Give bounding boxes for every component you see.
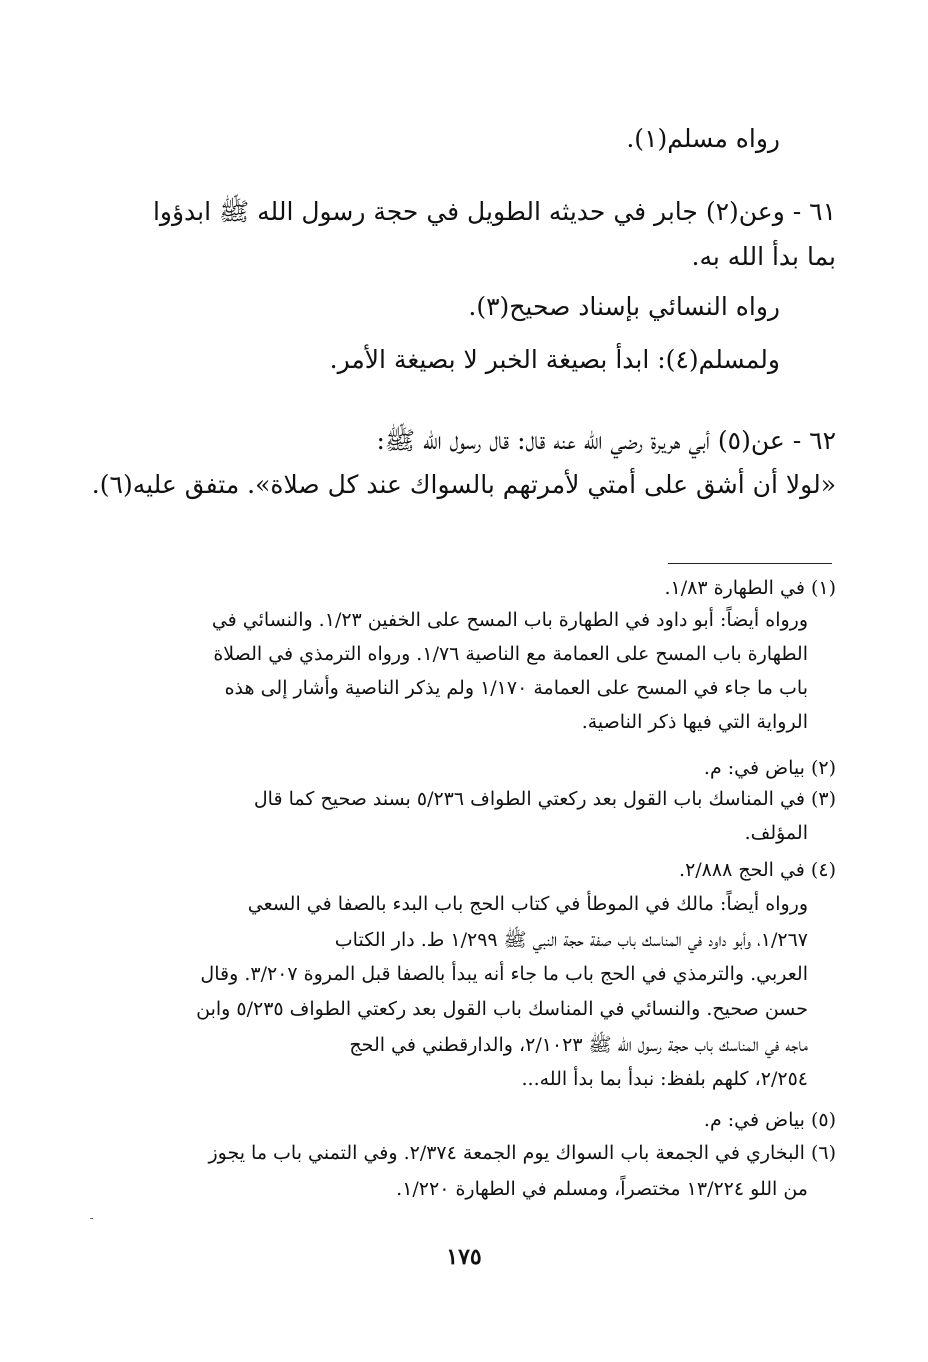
footnote-line: الطهارة باب المسح على العمامة مع الناصية ١/٧٦. ورواه الترمذي في الصلاة — [213, 643, 808, 665]
footnote-6: (٦) البخاري في الجمعة باب السواك يوم الجمعة ٢/٣٧٤. وفي التمني باب ما يجوز — [208, 1142, 836, 1164]
scan-speck — [90, 1218, 93, 1219]
footnote-3: (٣) في المناسك باب القول بعد ركعتي الطواف ٥/٢٣٦ بسند صحيح كما قال — [253, 788, 836, 810]
footnote-line: من اللو ١٣/٢٢٤ مختصراً، ومسلم في الطهارة ١/٢٢٠. — [396, 1178, 808, 1200]
footnote-line: ورواه أيضاً: أبو داود في الطهارة باب المسح على الخفين ١/٢٣. والنسائي في — [211, 609, 808, 631]
main-line-5: ولمسلم(٤): ابدأ بصيغة الخبر لا بصيغة الأمر. — [329, 345, 780, 374]
footnote-5: (٥) بياض في: م. — [703, 1109, 836, 1131]
footnote-line: ماجه في المناسك باب حجة رسول الله ﷺ ٢/١٠٢٣، والدارقطني في الحج — [349, 1034, 808, 1056]
footnote-line: الرواية التي فيها ذكر الناصية. — [581, 711, 808, 733]
footnote-line: ورواه أيضاً: مالك في الموطأ في كتاب الحج باب البدء بالصفا في السعي — [247, 893, 808, 915]
footnote-line: حسن صحيح. والنسائي في المناسك باب القول بعد ركعتي الطواف ٥/٢٣٥ وابن — [196, 998, 808, 1020]
footnote-4: (٤) في الحج ٢/٨٨٨. — [679, 859, 836, 881]
footnote-line: ١/٢٦٧، وأبو داود في المناسك باب صفة حجة النبي ﷺ ١/٢٩٩ ط. دار الكتاب — [334, 929, 808, 951]
footnote-separator — [668, 563, 832, 564]
footnote-1: (١) في الطهارة ١/٨٣. — [664, 577, 836, 599]
footnote-line: ٢/٢٥٤، كلهم بلفظ: نبدأ بما بدأ الله... — [521, 1068, 808, 1090]
main-line-4: رواه النسائي بإسناد صحيح(٣). — [468, 292, 780, 321]
footnote-line: باب ما جاء في المسح على العمامة ١/١٧٠ ولم يذكر الناصية وأشار إلى هذه — [224, 677, 808, 699]
main-line-3: بما بدأ الله به. — [691, 242, 836, 271]
main-line-2: ٦١ - وعن(٢) جابر في حديثه الطويل في حجة رسول الله ﷺ ابدؤوا — [152, 197, 836, 226]
main-line-7: «لولا أن أشق على أمتي لأمرتهم بالسواك عند كل صلاة». متفق عليه(٦). — [91, 470, 836, 499]
main-line-6: ٦٢ - عن(٥) أبي هريرة رضي الله عنه قال: قال رسول الله ﷺ: — [376, 426, 836, 455]
footnote-2: (٢) بياض في: م. — [703, 757, 836, 779]
footnote-line: العربي. والترمذي في الحج باب ما جاء أنه يبدأ بالصفا قبل المروة ٣/٢٠٧. وقال — [200, 963, 808, 985]
footnote-line: المؤلف. — [744, 822, 808, 844]
page-number: ١٧٥ — [446, 1244, 482, 1270]
main-line-1: رواه مسلم(١). — [626, 124, 780, 153]
